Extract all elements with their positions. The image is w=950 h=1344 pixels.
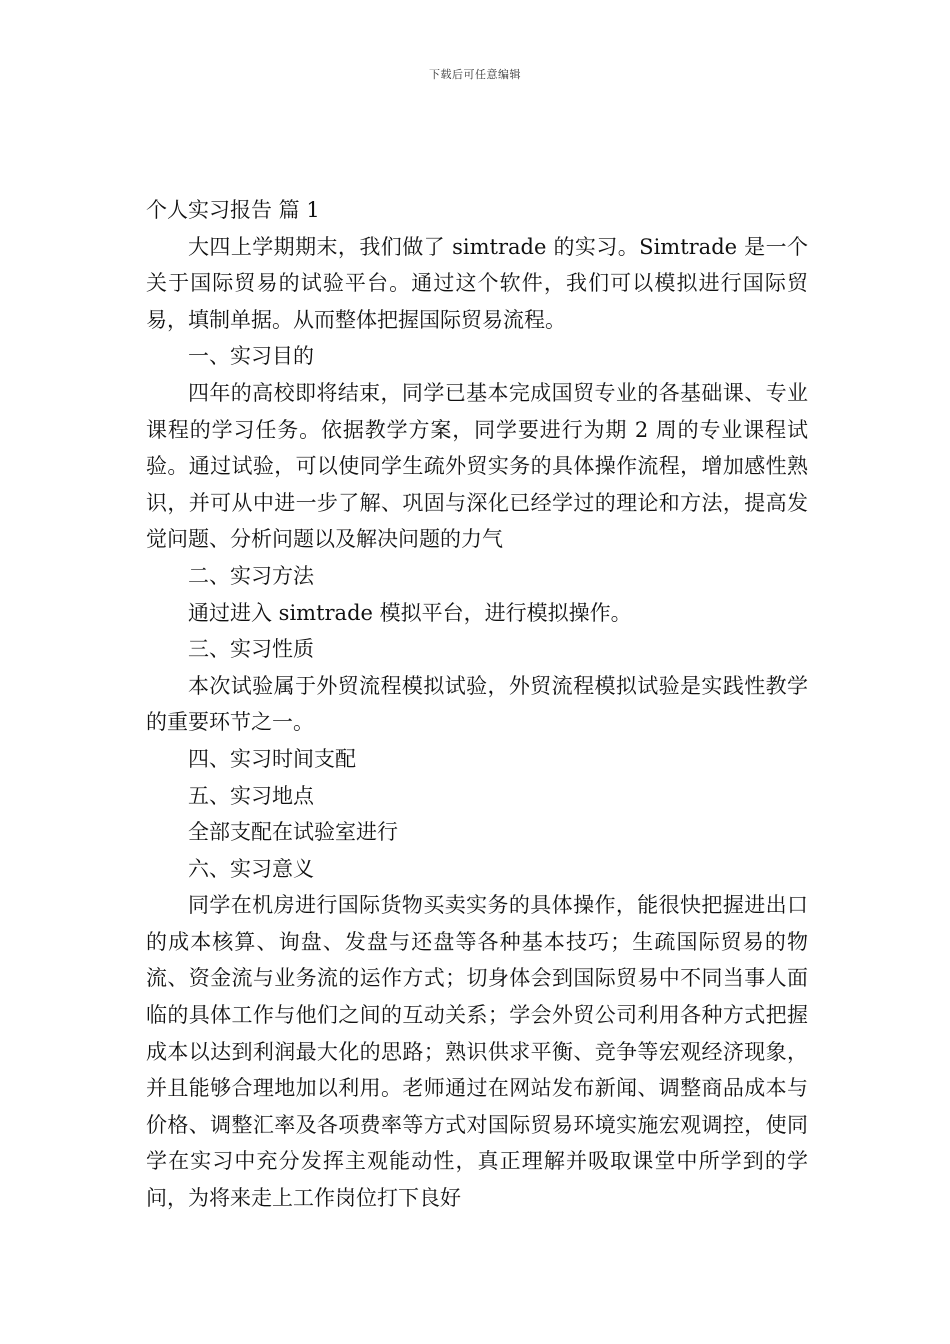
section-heading-nature: 三、实习性质 (188, 637, 314, 662)
paragraph-intro: 大四上学期期末，我们做了 simtrade 的实习。Simtrade 是一个关于国际贸易的试验平台。通过这个软件，我们可以模拟进行国际贸易，填制单据。从而整体把握国际贸易流程。 (146, 234, 808, 332)
paragraph-purpose: 四年的高校即将结束，同学已基本完成国贸专业的各基础课、专业课程的学习任务。依据教学方案，同学要进行为期 2 周的专业课程试验。通过试验，可以使同学生疏外贸实务的具体操作流程，增加感性熟识，并可从中进一步了解、巩固与深化已经学过的理论和方法，提高发觉问题、分析问题以及解决问题的力气 (146, 380, 808, 552)
paragraph-method: 通过进入 simtrade 模拟平台，进行模拟操作。 (188, 600, 632, 625)
document-body (146, 192, 808, 1217)
section-heading-purpose: 一、实习目的 (188, 344, 314, 369)
document-title: 个人实习报告 篇 1 (146, 198, 320, 222)
section-heading-schedule: 四、实习时间支配 (188, 746, 356, 771)
paragraph-nature: 本次试验属于外贸流程模拟试验，外贸流程模拟试验是实践性教学的重要环节之一。 (146, 673, 808, 735)
paragraph-significance: 同学在机房进行国际货物买卖实务的具体操作，能很快把握进出口的成本核算、询盘、发盘与还盘等各种基本技巧；生疏国际贸易的物流、资金流与业务流的运作方式；切身体会到国际贸易中不同当事人面临的具体工作与他们之间的互动关系；学会外贸公司利用各种方式把握成本以达到利润最大化的思路；熟识供求平衡、竞争等宏观经济现象，并且能够合理地加以利用。老师通过在网站发布新闻、调整商品成本与价格、调整汇率及各项费率等方式对国际贸易环境实施宏观调控，使同学在实习中充分发挥主观能动性，真正理解并吸取课堂中所学到的学问，为将来走上工作岗位打下良好 (146, 893, 808, 1211)
section-heading-location: 五、实习地点 (188, 783, 314, 808)
section-heading-method: 二、实习方法 (188, 563, 314, 588)
page-header-note: 下载后可任意编辑 (429, 68, 521, 81)
section-heading-significance: 六、实习意义 (188, 856, 314, 881)
paragraph-location: 全部支配在试验室进行 (188, 820, 398, 845)
